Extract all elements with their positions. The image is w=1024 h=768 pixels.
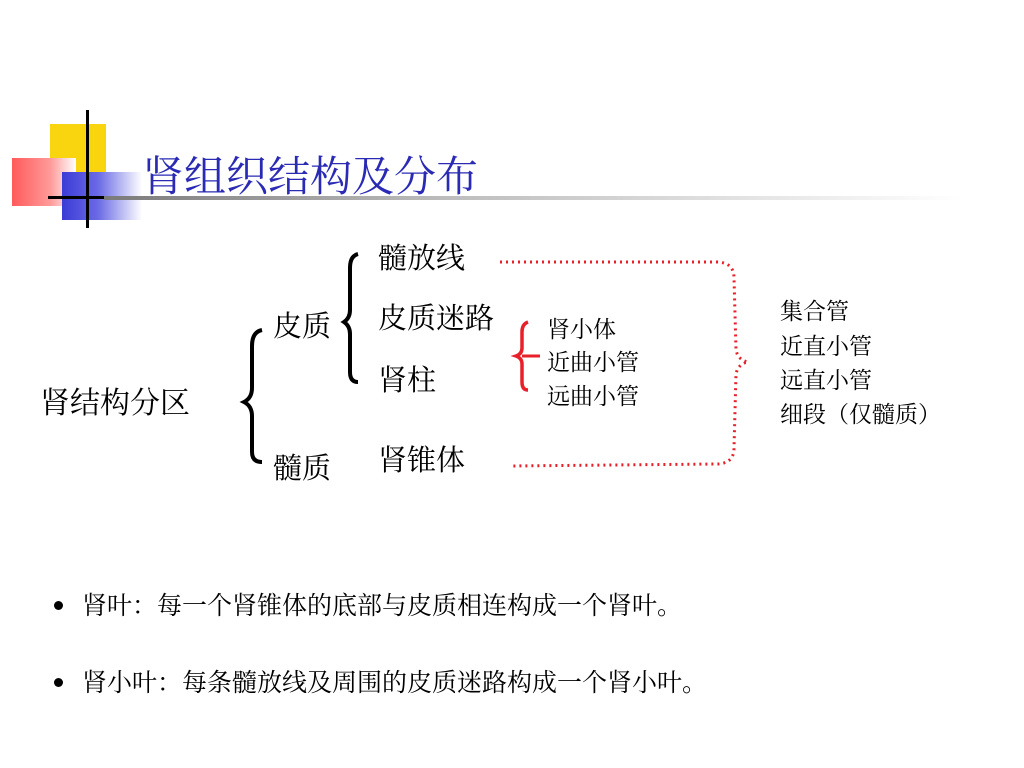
root-label: 肾结构分区 [40,386,190,421]
cortex-content-item: 肾小体 [547,317,616,343]
medulla-label: 髓质 [273,451,332,485]
renal-pyramid-label: 肾锥体 [378,443,466,477]
bullet-marker [54,601,63,610]
cortex-label: 皮质 [273,309,332,343]
cortical-labyrinth-label: 皮质迷路 [378,301,495,335]
bullet-marker [54,678,63,687]
shared-content-item: 细段（仅髓质） [780,402,941,428]
shared-content-item: 集合管 [780,299,849,325]
bullet-text: 肾小叶：每条髓放线及周围的皮质迷路构成一个肾小叶。 [82,668,708,697]
cortex-brace [344,254,358,382]
cortex-content-item: 远曲小管 [547,384,639,410]
bullet-text: 肾叶：每一个肾锥体的底部与皮质相连构成一个肾叶。 [82,591,683,620]
shared-content-item: 远直小管 [780,368,872,394]
root-brace [244,330,262,462]
medullary-ray-label: 髓放线 [378,241,466,275]
cortex-content-item: 近曲小管 [547,350,639,376]
page-title: 肾组织结构及分布 [142,152,479,201]
renal-column-label: 肾柱 [378,363,437,397]
shared-content-item: 近直小管 [780,334,872,360]
